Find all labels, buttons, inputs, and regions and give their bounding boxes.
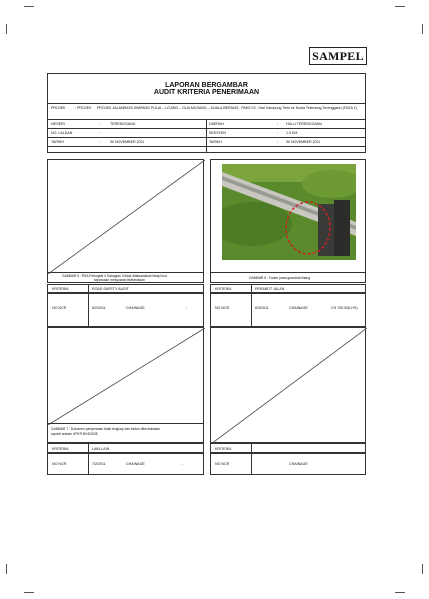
report-subtitle: AUDIT KRITERIA PENERIMAAN	[153, 89, 260, 96]
image-panel-6	[210, 159, 366, 273]
image-panel-8	[210, 327, 366, 443]
crop-mark	[422, 564, 423, 574]
empty-image-placeholder	[211, 328, 367, 444]
daerah-value: HULU TERENGGANU	[286, 121, 323, 126]
projek-value: PROJEK JALANRAYA SIMPANG PULAI – LOJING – GUA MUSANG – KUALA BERANG : PAKEJ 8 : Dari Kampung Teris ke Kuala Telemong,Terengganu (FASA 1)	[97, 106, 357, 110]
report-title: LAPORAN BERGAMBAR	[165, 82, 248, 89]
crop-mark	[395, 592, 405, 593]
tarikh-label: TARIKH	[51, 139, 64, 144]
caption-box-5	[47, 272, 204, 283]
sample-stamp: SAMPEL	[309, 47, 367, 65]
chainage-value-6: CH 700.00(LHS)	[331, 306, 358, 310]
guardrail-photo	[222, 164, 356, 260]
seksyen-value: 1.5 KM	[286, 130, 298, 135]
crop-mark	[24, 6, 34, 7]
image-panel-7	[47, 327, 204, 424]
caption-5-line2: keputusan mesyuarat diselaraskan	[94, 277, 145, 282]
report-header: LAPORAN BERGAMBAR AUDIT KRITERIA PENERIMAAN PROJEK : PROJEK PROJEK JALANRAYA SIMPANG PULAI – LOJING – GUA MUSANG – KUALA BERANG : PAKEJ 8 : Dari Kampung Teris ke Kuala Telemong,Terengganu (FASA 1) NEGERI : TERENGGANU DAERAH : HULU TERENGGANU NO. LALUAN : SEKSYEN : 1.5 KM TARIKH : 30 NOVEMBER 2011 TARIKH : 30 NOVEMBER 2011	[47, 73, 366, 153]
caption-5: GAMBAR 5 : RSA Peringkat 4 Sahagian 3 tidak dilaksanakan tetapi ikut	[62, 273, 167, 278]
ncr-value-5: 6/2/2011	[92, 306, 106, 310]
negeri-value: TERENGGANU	[110, 121, 136, 126]
kriteria-value-7: LAIN-LAIN	[92, 446, 110, 451]
ncr-value-7: 7/2/2011	[92, 462, 106, 466]
ncr-row-5: NO NCR 6/2/2011 CHAINAGE -	[47, 293, 204, 327]
crop-mark	[422, 24, 423, 34]
projek-label: PROJEK	[51, 106, 66, 110]
caption-box-6	[210, 272, 366, 283]
ncr-row-8: NO NCR CHAINAGE	[210, 453, 366, 475]
caption-7: GAMBAR 7 : Dokumen penyerahan tidak lengkap dan belum dikemukakan	[51, 427, 161, 431]
kriteria-value-6: PERABOT JALAN	[255, 287, 285, 291]
kriteria-value-5: ROAD SAFETY AUDIT	[92, 287, 129, 291]
crop-mark	[6, 24, 7, 34]
seksyen-label: SEKSYEN	[209, 130, 226, 135]
caption-6: GAMBAR 6 : Footer pada guardrail hilang	[249, 275, 311, 280]
ncr-row-6: NO NCR 6/3/2011 CHAINAGE CH 700.00(LHS)	[210, 293, 366, 327]
ncr-value-6: 6/3/2011	[255, 306, 269, 310]
chainage-value-5: -	[186, 306, 188, 310]
kriteria-row-8: KRITERIA	[210, 443, 366, 453]
tarikh2-label: TARIKH	[209, 139, 222, 144]
daerah-label: DAERAH	[209, 121, 224, 126]
negeri-label: NEGERI	[51, 121, 65, 126]
chainage-value-7: -	[182, 462, 184, 466]
image-panel-5	[47, 159, 204, 273]
empty-image-placeholder	[48, 328, 205, 425]
crop-mark	[6, 564, 7, 574]
kriteria-row-6: KRITERIA PERABOT JALAN	[210, 284, 366, 293]
ncr-row-7: NO NCR 7/2/2011 CHAINAGE -	[47, 453, 204, 475]
tarikh-value: 30 NOVEMBER 2011	[110, 139, 145, 144]
caption-7-line2: seperti arahan KPKR Bil 8/2005	[51, 431, 98, 436]
empty-image-placeholder	[48, 160, 205, 274]
crop-mark	[24, 592, 34, 593]
laluan-label: NO. LALUAN	[51, 130, 73, 135]
projek-prefix: : PROJEK	[75, 106, 92, 110]
kriteria-row-7: KRITERIA LAIN-LAIN	[47, 443, 204, 453]
tarikh2-value: 30 NOVEMBER 2011	[286, 139, 321, 144]
crop-mark	[395, 6, 405, 7]
kriteria-row-5: KRITERIA ROAD SAFETY AUDIT	[47, 284, 204, 293]
caption-box-7	[47, 423, 204, 443]
